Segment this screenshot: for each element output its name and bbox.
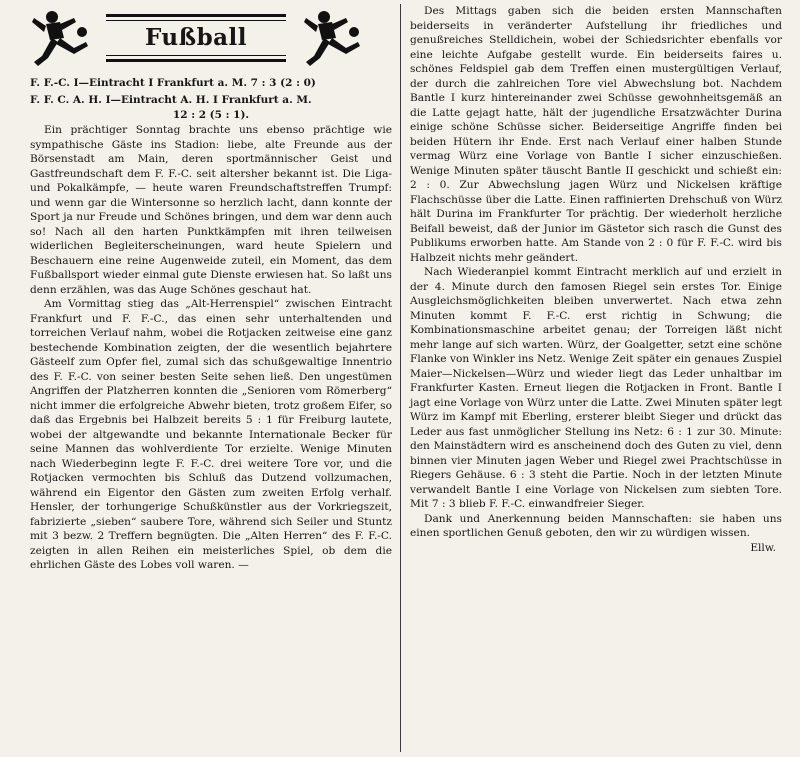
headline-old-boys-teams: F. F. C. A. H. I—Eintracht A. H. I Frankfurt a. M. [30,94,312,106]
column-divider [400,4,401,752]
soccer-player-kicking-icon [30,8,92,68]
masthead [30,6,392,74]
article-paragraph: Dank und Anerkennung beiden Mannschaften: sie haben uns einen sportlichen Genuß geboten, den wir zu würdigen wissen. [410,512,782,539]
article-paragraph: Nach Wiederanpiel kommt Eintracht merklich auf und erzielt in der 4. Minute durch den famosen Riegel sein erstes Tor. Einige Ausgleichsmöglichkeiten bleiben unverwertet. Nach etwa zehn Minuten kommt F. F.-C. erst richtig in Schwung; die Kombinationsmaschine arbeitet genau; der Torreigen läßt nicht mehr lange auf sich warten. Würz, der Goalgetter, setzt eine schöne Flanke von Winkler ins Netz. Wenige Zeit später ein genaues Zuspiel Maier—Nickelsen—Würz und wieder liegt das Leder unhaltbar im Frankfurter Kasten. Erneut liegen die Rotjacken in Front. Bantle I jagt eine Vorlage von Würz unter die Latte. Zwei Minuten später legt Würz im Kampf mit Eberling, ersterer bleibt Sieger und drückt das Leder aus fast unmöglicher Stellung ins Netz: 6 : 1 zur 30. Minute: den Mainstädtern wird es anscheinend doch des Guten zu viel, denn binnen vier Minuten jagen Weber und Riegel zwei Prachtschüsse in Riegers Gehäuse. 6 : 3 steht die Partie. Noch in der letzten Minute verwandelt Bantle I eine Vorlage von Nickelsen zum siebten Tore. Mit 7 : 3 blieb F. F.-C. einwandfreier Sieger. [410,266,782,510]
headline-first-teams: F. F.-C. I—Eintracht I Frankfurt a. M. 7 : 3 (2 : 0) [30,77,316,89]
article-paragraph: Am Vormittag stieg das „Alt-Herrenspiel“ zwischen Eintracht Frankfurt und F. F.-C., das einen sehr unterhaltenden und torreichen Verlauf nahm, wobei die Rotjacken zeitweise eine ganz bestechende Kombination zeigten, der die wesentlich bejahrtere Gästeelf zum Opfer fiel, zumal sich das schußgewaltige Innentrio des F. F.-C. von seiner besten Seite sehen ließ. Den ungestümen Angriffen der Platzherren konnten die „Senioren vom Römerberg“ nicht immer die erfolgreiche Abwehr bieten, trotz großem Eifer, so daß das Ergebnis bei Halbzeit bereits 5 : 1 für Freiburg lautete, wobei der altgewandte und bekannte Internationale Becker für seine Mannen das wohlverdiente Tor erzielte. Wenige Minuten nach Wiederbeginn legte F. F.-C. drei weitere Tore vor, und die Rotjacken vermochten bis Schluß das Dutzend vollzumachen, während ein Eigentor den Gästen zum zweiten Erfolg verhalf. Hensler, der torhungerige Schußkünstler aus der Vorkriegszeit, fabrizierte „sieben“ saubere Tore, während sich Seiler und Stuntz mit 3 bezw. 2 Treffern begnügten. Die „Alten Herren“ des F. F.-C. zeigten in allen Reihen ein meisterliches Spiel, ob dem die ehrlichen Gäste des Lobes voll waren. — [30,298,392,571]
author-signature: Ellw. [750,541,776,554]
section-title-box [106,14,286,62]
section-title: Fußball [144,24,248,51]
headline-old-boys-score: 12 : 2 (5 : 1). [172,109,250,121]
article-paragraph: Des Mittags gaben sich die beiden ersten Mannschaften beiderseits in veränderter Aufstellung ihr friedliches und genußreiches Stelldichein, wobei der Schiedsrichter ebenfalls vor eine leichte Aufgabe gestellt wurde. Ein beiderseits faires u. schönes Feldspiel gab dem Treffen einen mustergültigen Verlauf, der durch die zahlreichen Tore viel Abwechslung bot. Nachdem Bantle I kurz hintereinander zwei Schüsse gewohnheitsgemäß an die Latte gejagt hatte, hält der jugendliche Ersatzwächter Durina einige schöne Schüsse sicher. Beiderseitige Angriffe finden bei beiden Hütern ihr Ende. Erst nach Verlauf einer halben Stunde vermag Würz eine Vorlage von Bantle I sicher einzuschießen. Wenige Minuten später täuscht Bantle II geschickt und schießt ein: 2 : 0. Zur Abwechslung jagen Würz und Nickelsen kräftige Flachschüsse über die Latte. Einen raffinierten Drehschuß von Würz hält Durina im Frankfurter Tor prächtig. Der wiederholt herzliche Beifall beweist, daß der Junior im Gästetor sich rasch die Gunst des Publikums erworben hatte. Am Stande von 2 : 0 für F. F.-C. wird bis Halbzeit nichts mehr geändert. [410,5,782,264]
left-column [30,0,392,573]
headline-old-boys [30,93,392,123]
article-paragraph: Ein prächtiger Sonntag brachte uns ebenso prächtige wie sympathische Gäste ins Stadion: liebe, alte Freunde aus der Börsenstadt am Main, deren sportmännischer Geist und Gastfreundschaft dem F. F.-C. seit altersher bekannt ist. Die Liga- und Pokalkämpfe, — heute waren Freundschaftstreffen Trumpf: und wenn gar die Wintersonne so herzlich lacht, dann konnte der Sport ja nur Freude und Schönes bringen, und dem war denn auch so! Nach all den harten Punktkämpfen mit ihren teilweisen widerlichen Begleiterscheinungen, ward heute Spielern und Beschauern eine reine Augenweide zuteil, ein Moment, das dem Fußballsport wieder einmal gute Dienste erwiesen hat. So laßt uns denn erzählen, was das Auge Schönes geschaut hat. [30,124,392,296]
right-column [410,0,782,555]
soccer-player-kicking-icon [302,8,364,68]
